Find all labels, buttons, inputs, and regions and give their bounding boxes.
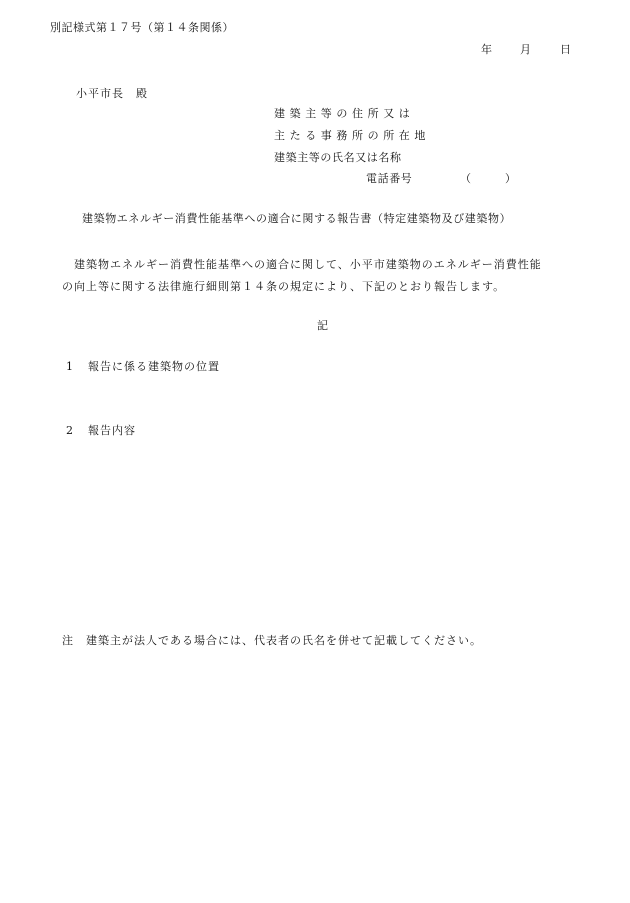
ki-heading: 記 <box>317 319 328 332</box>
note <box>62 635 482 646</box>
body-line-1: 建築物エネルギー消費性能基準への適合に関して、小平市建築物のエネルギー消費性能 <box>74 258 542 271</box>
phone-label: 電話番号 <box>366 172 413 185</box>
item-label: 報告に係る建築物の位置 <box>88 360 220 373</box>
date-day-label: 日 <box>560 43 571 56</box>
body-paragraph <box>62 254 592 298</box>
date-year-label: 年 <box>481 43 492 56</box>
item-location <box>66 361 220 372</box>
date-month-label: 月 <box>520 43 531 56</box>
applicant-office-label: 主たる事務所の所在地 <box>274 129 430 142</box>
item-content <box>66 425 136 436</box>
phone-paren-close: ） <box>505 172 516 185</box>
applicant-name-label: 建築主等の氏名又は名称 <box>274 151 402 164</box>
addressee: 小平市長 殿 <box>76 87 148 100</box>
note-prefix: 注 <box>62 634 74 647</box>
item-label: 報告内容 <box>88 424 136 437</box>
item-number: 2 <box>66 424 74 437</box>
applicant-address-label: 建築主等の住所又は <box>274 107 415 120</box>
body-line-2: の向上等に関する法律施行細則第１４条の規定により、下記のとおり報告します。 <box>62 280 506 293</box>
form-number: 別記様式第１７号（第１４条関係） <box>50 21 234 34</box>
phone-paren-open: （ <box>460 172 471 185</box>
document-title: 建築物エネルギー消費性能基準への適合に関する報告書（特定建築物及び建築物） <box>82 212 512 225</box>
note-text: 建築主が法人である場合には、代表者の氏名を併せて記載してください。 <box>86 634 482 647</box>
item-number: 1 <box>66 360 74 373</box>
